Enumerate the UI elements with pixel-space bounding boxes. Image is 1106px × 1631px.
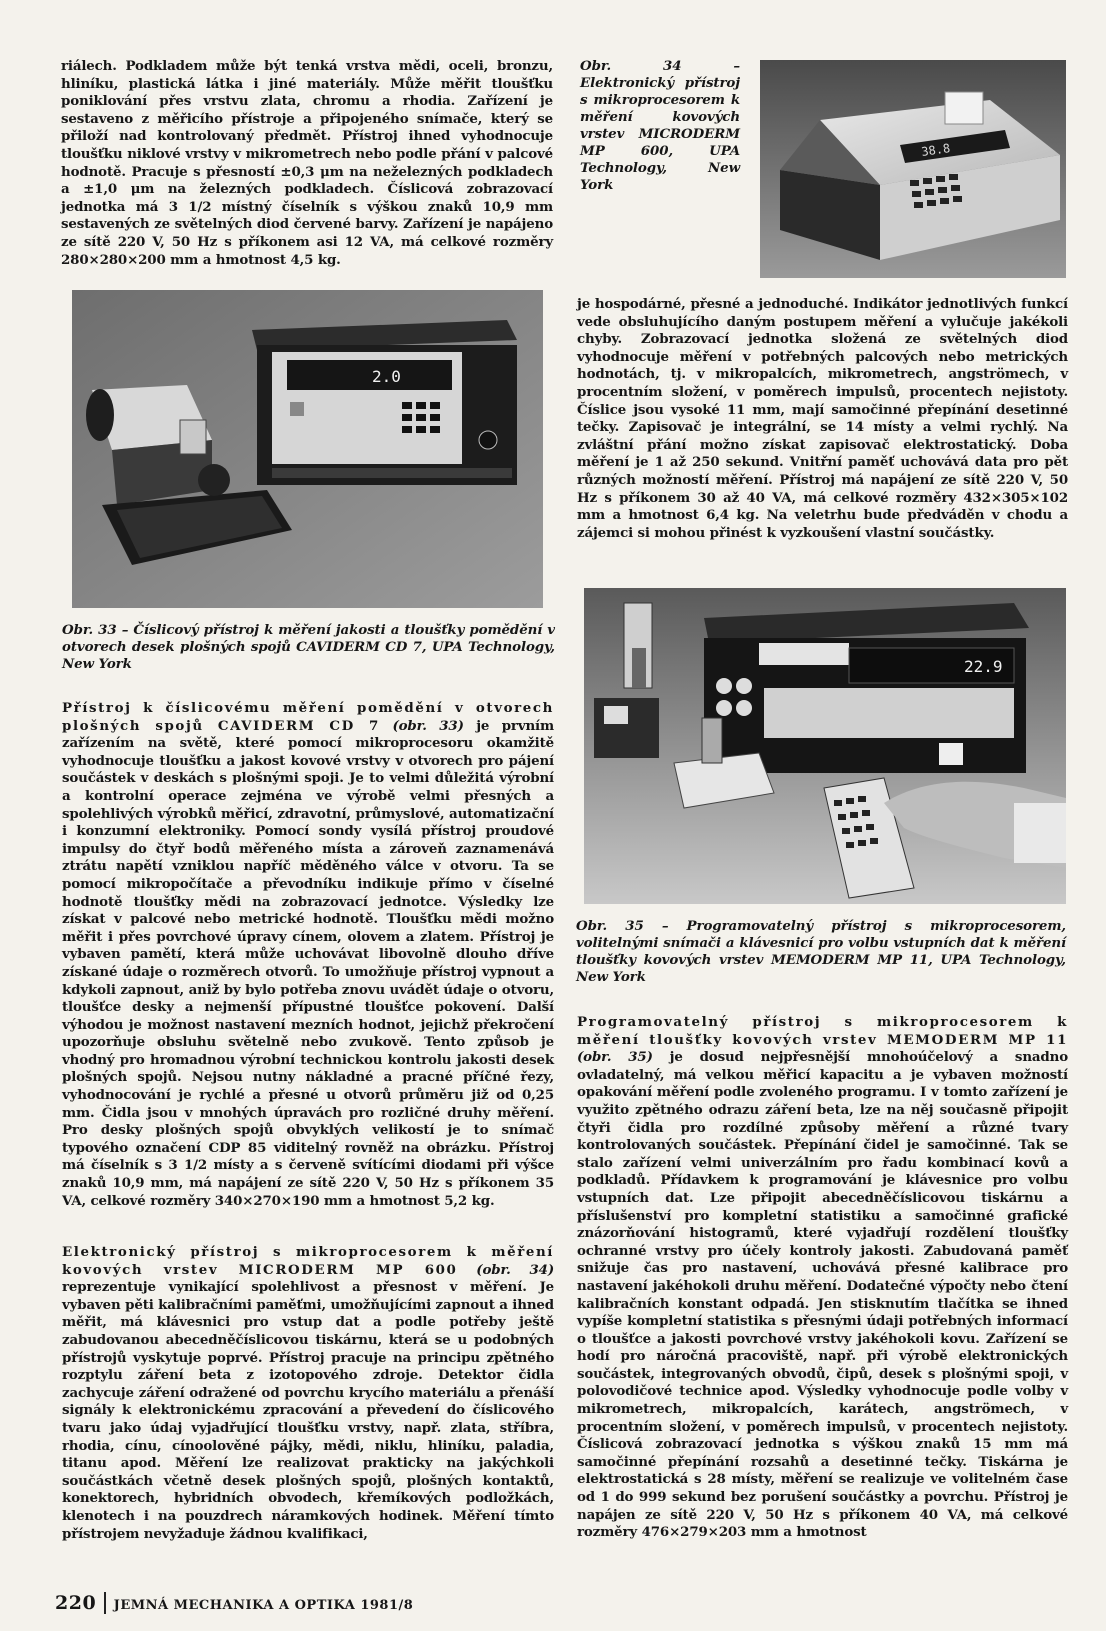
text-col2-p2 (577, 1014, 1068, 1542)
text-col1-p2 (62, 1244, 554, 1543)
journal-title: JEMNÁ MECHANIKA A OPTIKA 1981/8 (113, 1598, 414, 1613)
photo-microderm-mp600 (760, 60, 1066, 278)
photo-caviderm-cd7 (72, 290, 543, 608)
display-readout: 22.9 (964, 657, 1003, 676)
paragraph: Elektronický přístroj s mikroprocesorem k měření kovových vrstev MICRODERM MP 600 (obr. 34) reprezentuje vynikající spolehlivost a přesnost v měření. Je vybaven pěti kalibračními paměťmi, umožňujícími zapnout a ihned měřit, má klávesnici pro vstup dat a podle potřeby ještě zabudovanou abecedněčíslicovou tiskárnu, která se u podobných přístrojů vyskytuje poprvé. Přístroj pracuje na principu zpětného rozptylu záření beta z izotopového zdroje. Detektor čidla zachycuje záření odražené od povrchu krycího materiálu a přenáší signály k elektronickému zpracování a převedení do číslicového tvaru jako údaj vyjadřující tloušťku vrstvy, např. zlata, stříbra, rhodia, cínu, cínoolověné pájky, mědi, niklu, hliníku, paladia, titanu apod. Měření lze realizovat prakticky na jakýchkoli součástkách včetně desek plošných spojů, plošných kontaktů, konektorech, hybridních obvodech, křemíkových podložkách, klenotech i na pouzdrech náramkových hodinek. Měření tímto přístrojem nevyžaduje žádnou kvalifikaci, (62, 1244, 555, 1542)
text-col1-p1 (62, 700, 554, 1210)
footer-divider (104, 1592, 106, 1614)
paragraph: riálech. Podkladem může být tenká vrstva mědi, oceli, bronzu, hliníku, plastická látka i jiné materiály. Může měřit tloušťku poniklování přes vrstvu zlata, chromu a rhodia. Zařízení je sestaveno z měřicího přístroje a připojeného snímače, který se přiloží nad kontrolovaný předmět. Přístroj ihned vyhodnocuje tloušťku niklové vrstvy v mikrometrech nebo podle přání v palcové hodnotě. Pracuje s přesností ±0,3 μm na neželezných podkladech a ±1,0 μm na železných podkladech. Číslicová zobrazovací jednotka má 3 1/2 místný číselník s výškou znaků 10,9 mm sestavených ze světelných diod červené barvy. Zařízení je napájeno ze sítě 220 V, 50 Hz s příkonem asi 12 VA, má celkové rozměry 280×280×200 mm a hmotnost 4,5 kg. (61, 58, 553, 268)
paragraph: Programovatelný přístroj s mikroprocesorem k měření tloušťky kovových vrstev MEMODERM MP 11 (obr. 35) je dosud nejpřesnější mnohoúčelový a snadno ovladatelný, má velkou měřicí kapacitu a je vybaven možností opakování měření podle zvoleného programu. I v tomto zařízení je využito zpětného odrazu záření beta, lze na něj současně připojit čtyři čidla pro rozdílné způsoby měření a různé tvary kontrolovaných součástek. Přepínání čidel je samočinné. Tak se stalo zařízení velmi univerzálním pro řadu kombinací kovů a podkladů. Přídavkem k programování je klávesnice pro volbu vstupních dat. Lze připojit abecedněčíslicovou tiskárnu a příslušenství pro kompletní statistiku a samočinné grafické znázorňování histogramů, které vyjadřují rozdělení tloušťky ochranné vrstvy pro účely kontroly jakosti. Zabudovaná paměť snižuje čas pro nastavení, uchovává přesné kalibrace pro nastavení jakéhokoli druhu měření. Dodatečné výpočty nebo čtení kalibračních konstant odpadá. Jen stisknutím tlačítka se ihned vypíše kompletní statistika s přesnými údaji potřebných informací o tloušťce a jakosti povrchové vrstvy jakéhokoli kovu. Zařízení se hodí pro náročná pracoviště, např. při výrobě elektronických součástek, integrovaných obvodů, čipů, desek s plošnými spoji, v polovodičové technice apod. Výsledky vyhodnocuje podle volby v mikrometrech, mikropalcích, karátech, angströmech, v procentním složení, v poměrech impulsů, v procentech nejistoty. Číslicová zobrazovací jednotka s výškou znaků 15 mm má samočinné přepínání rozsahů a desetinné tečky. Tiskárna je elektrostatická s 28 místy, měření se realizuje ve volitelném čase od 1 do 999 sekund bez porušení součástky a povrchu. Přístroj je napájen ze sítě 220 V, 50 Hz s příkonem 40 VA, má celkové rozměry 476×279×203 mm a hmotnost (577, 1014, 1069, 1541)
text-col2-p1 (577, 296, 1068, 542)
photo-memoderm-mp11 (584, 588, 1066, 904)
paragraph: je hospodárné, přesné a jednoduché. Indikátor jednotlivých funkcí vede obsluhujícího daným postupem měření a vylučuje jakékoli chyby. Zobrazovací jednotka složená ze světelných diod vyhodnocuje měření v potřebných palcových nebo metrických hodnotách, tj. v mikropalcích, mikrometrech, angströmech, v procentním složení, v poměrech impulsů, procentech nejistoty. Číslice jsou vysoké 11 mm, mají samočinné přepínání desetinné tečky. Zapisovač je integrální, se 14 místy a velmi rychlý. Na zvláštní přání možno získat zapisovač elektrostatický. Doba měření je 1 až 250 sekund. Vnitřní paměť uchovává data pro pět různých možností měření. Přístroj má napájení ze sítě 220 V, 50 Hz s příkonem 30 až 40 VA, má celkové rozměry 432×305×102 mm a hmotnost 6,4 kg. Na veletrhu bude předváděn v chodu a zájemci si mohou přinést k vyzkoušení vlastní součástky. (577, 296, 1068, 541)
text-col1-top (61, 58, 553, 269)
display-readout: 2.0 (372, 367, 401, 386)
figure-caption-33: Obr. 33 – Číslicový přístroj k měření jakosti a tloušťky pomědění v otvorech desek plošných spojů CAVIDERM CD 7, UPA Technology, New York (62, 622, 555, 672)
page-footer (55, 1592, 413, 1614)
figure-caption-35: Obr. 35 – Programovatelný přístroj s mikroprocesorem, volitelnými snímači a klávesnicí pro volbu vstupních dat k měření tloušťky kovových vrstev MEMODERM MP 11, UPA Technology, New York (576, 918, 1066, 985)
page-number: 220 (55, 1592, 97, 1614)
display-readout: 38.8 (920, 141, 952, 159)
paragraph: Přístroj k číslicovému měření pomědění v otvorech plošných spojů CAVIDERM CD 7 (obr. 33) je prvním zařízením na světě, které pomocí mikroprocesoru okamžitě vyhodnocuje tloušťku a jakost kovové vrstvy v otvorech pro pájení součástek v deskách s plošnými spoji. Je to velmi důležitá výrobní a kontrolní operace zejména ve výrobě velmi přesných a spolehlivých výrobků měřicí, zdravotní, průmyslové, automatizační i konzumní elektroniky. Pomocí sondy vysílá přístroj proudové impulsy do čtyř bodů měřeného místa a zároveň zaznamenává ztrátu napětí vzniklou napříč měděného válce v otvoru. Ta se pomocí mikropočítače a převodníku indikuje přímo v číselné hodnotě tloušťky mědi na zobrazovací jednotce. Výsledky lze získat v palcové nebo metrické hodnotě. Tloušťku mědi možno měřit i přes povrchové úpravy cínem, olovem a zlatem. Přístroj je vybaven pamětí, která může uchovávat libovolně dlouho dříve získané údaje o rozměrech otvorů. To umožňuje přístroj vypnout a kdykoli zapnout, aniž by bylo potřeba znovu uvádět údaje o otvoru, tloušťce desky a nejmenší přípustné tloušťce pokovení. Další výhodou je možnost nastavení mezních hodnot, jejichž překročení upozorňuje obsluhu světelně nebo zvukově. Tento způsob je vhodný pro hromadnou výrobní technickou kontrolu jakosti desek plošných spojů. Nejsou nutny nákladné a pracné příčné řezy, vyhodnocování je rychlé a přesné u otvorů průměru již od 0,25 mm. Čidla jsou v mnohých úpravách pro rozličné druhy měření. Pro desky plošných spojů obvyklých velikostí je to snímač typového označení CDP 85 viditelný rovněž na obrázku. Přístroj má číselník s 3 1/2 místy a s červeně svítícími diodami při výšce znaků 10,9 mm, má napájení ze sítě 220 V, 50 Hz s příkonem 35 VA, celkové rozměry 340×270×190 mm a hmotnost 5,2 kg. (62, 700, 555, 1209)
figure-caption-34: Obr. 34 – Elektronický přístroj s mikroprocesorem k měření kovových vrstev MICRODERM MP 600, UPA Technology, New York (580, 58, 740, 193)
